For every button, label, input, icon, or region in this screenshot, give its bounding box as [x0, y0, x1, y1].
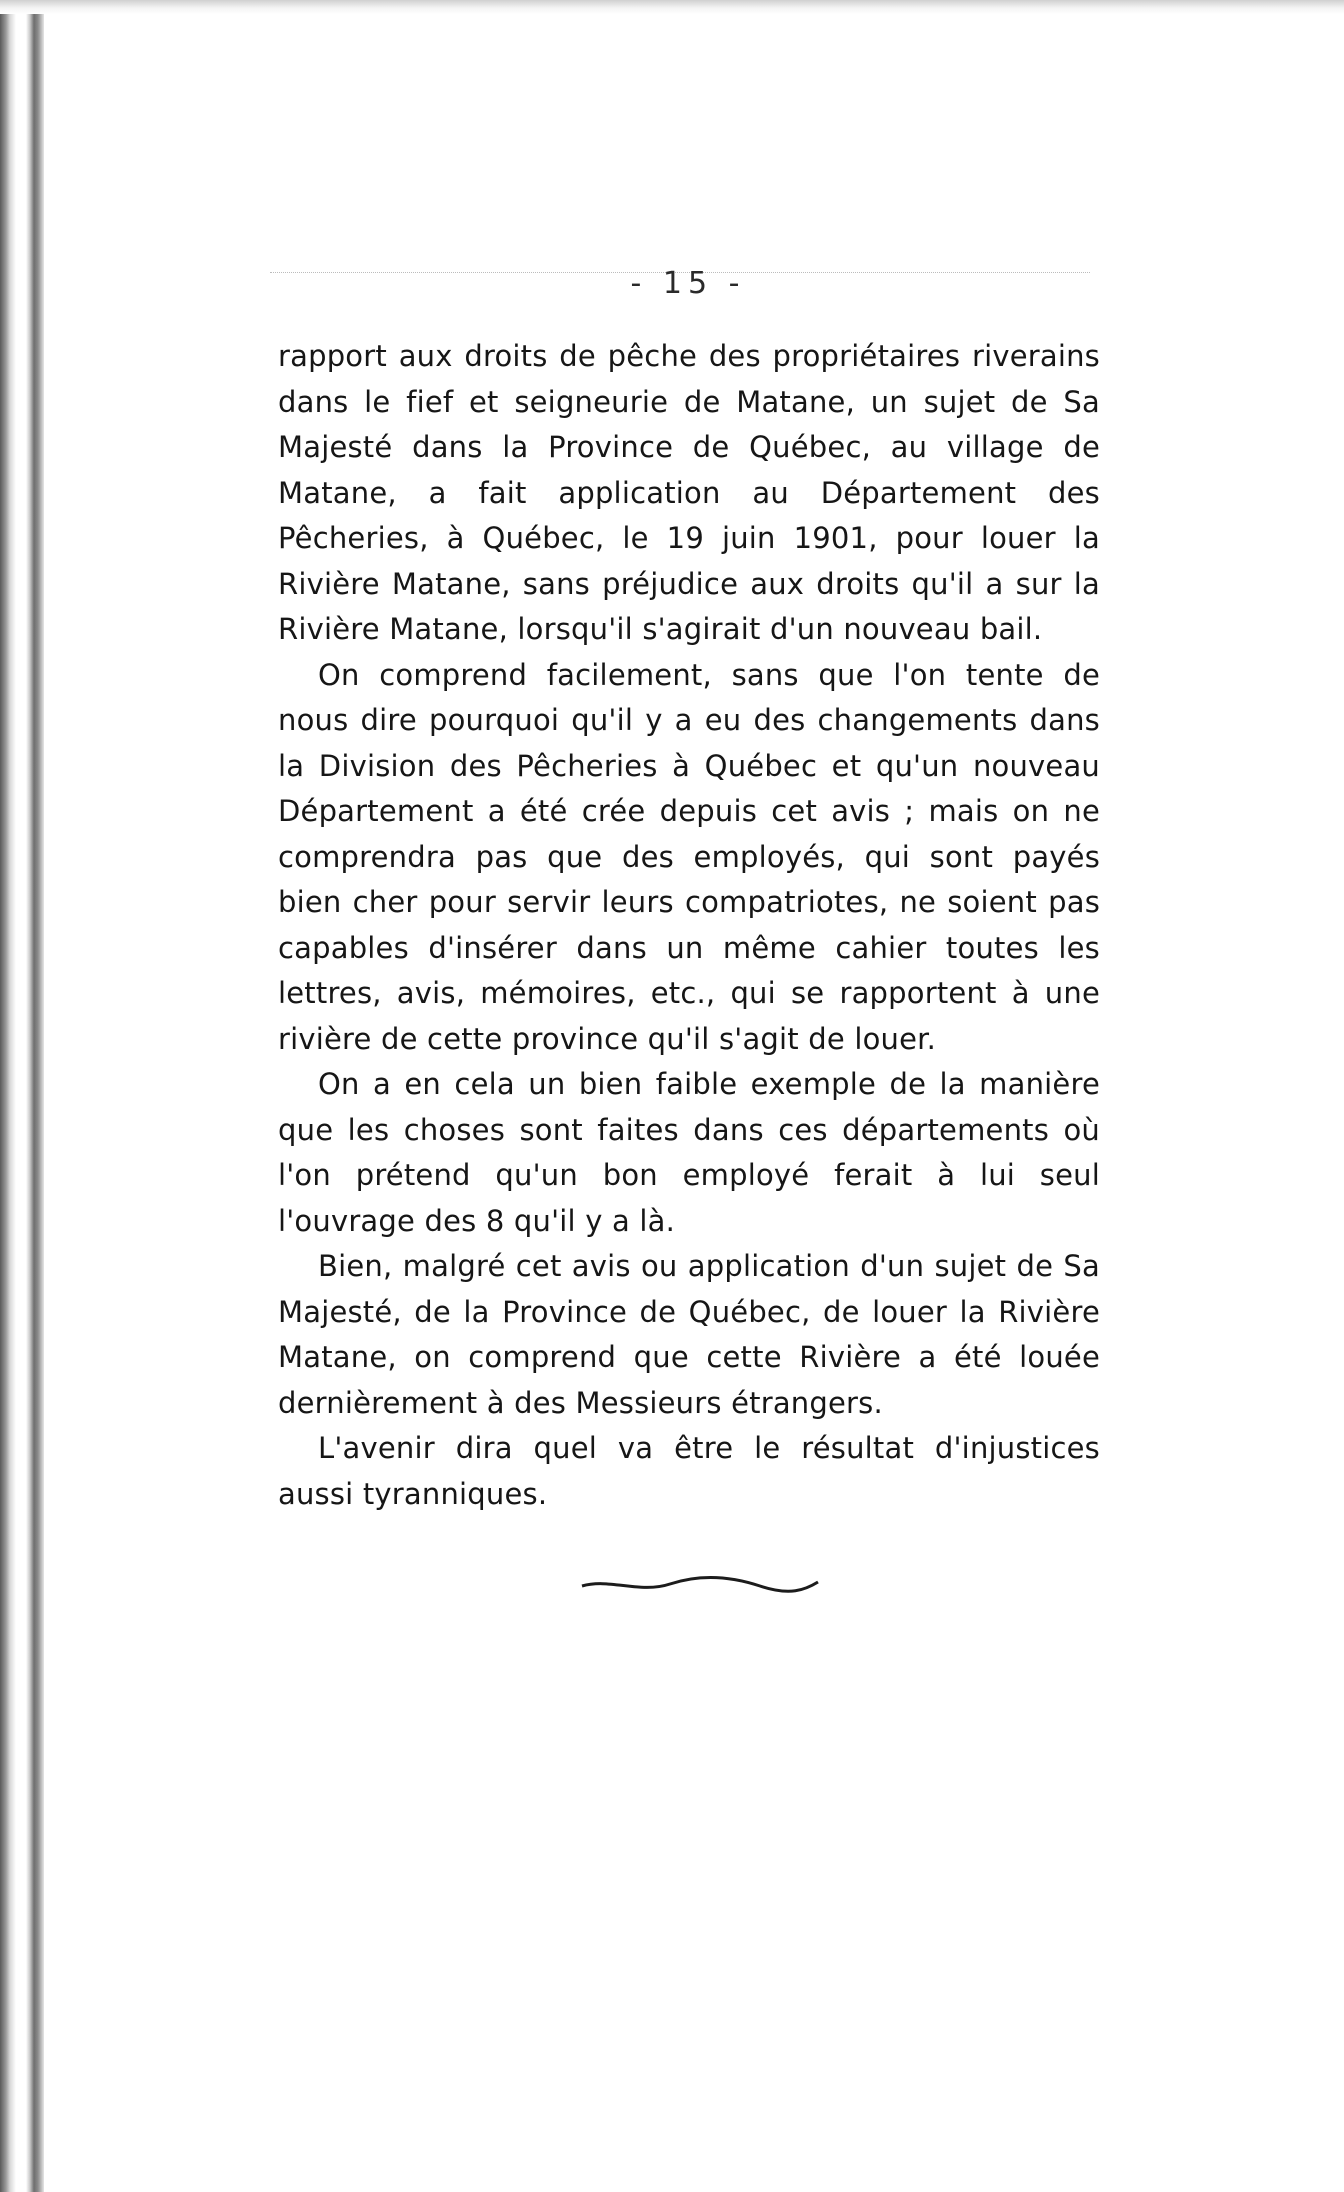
- paragraph-2: On comprend facilement, sans que l'on tente de nous dire pourquoi qu'il y a eu des changements dans la Division des Pêcheries à Québec et qu'un nouveau Département a été crée depuis cet avis ; mais on ne comprendra pas que des employés, qui sont payés bien cher pour servir leurs compatriotes, ne soient pas capables d'insérer dans un même cahier toutes les lettres, avis, mémoires, etc., qui se rapportent à une rivière de cette province qu'il s'agit de louer.: [278, 657, 1100, 1056]
- paragraph-3: On a en cela un bien faible exemple de la manière que les choses sont faites dans ces départements où l'on prétend qu'un bon employé ferait à lui seul l'ouvrage des 8 qu'il y a là.: [278, 1067, 1100, 1238]
- book-page: [278, 262, 1100, 1517]
- page-binding-edge: [0, 0, 44, 2192]
- paragraph-4: Bien, malgré cet avis ou application d'un sujet de Sa Majesté, de la Province de Québec, de louer la Rivière Matane, on comprend que cette Rivière a été louée dernièrement à des Messieurs étrangers.: [278, 1249, 1100, 1420]
- page-number: - 15 -: [630, 266, 746, 301]
- end-ornament: [580, 1572, 820, 1596]
- body-text: [278, 334, 1100, 1517]
- paragraph-1: rapport aux droits de pêche des propriétaires riverains dans le fief et seigneurie de Matane, un sujet de Sa Majesté dans la Province de Québec, au village de Matane, a fait application au Département des Pêcheries, à Québec, le 19 juin 1901, pour louer la Rivière Matane, sans préjudice aux droits qu'il a sur la Rivière Matane, lorsqu'il s'agirait d'un nouveau bail.: [278, 339, 1100, 646]
- page-top-edge: [0, 0, 1344, 14]
- paragraph-5: L'avenir dira quel va être le résultat d'injustices aussi tyranniques.: [278, 1431, 1100, 1511]
